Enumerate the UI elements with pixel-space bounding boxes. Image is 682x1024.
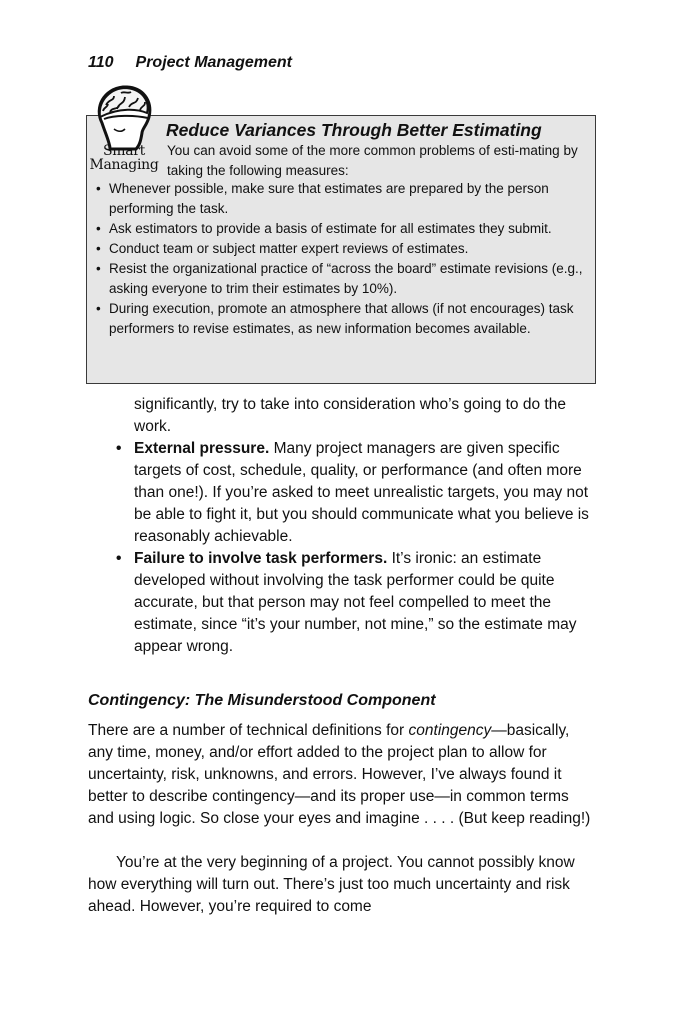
sidebar-title: Reduce Variances Through Better Estimating [166,120,542,140]
list-item: • Failure to involve task performers. It’s ironic: an estimate developed without involving the task performer could be quite accurate, but that person may not feel compelled to meet the estimate, since “it’s your number, not mine,” so the estimate may appear wrong. [116,550,577,655]
page-number: 110 [88,54,114,71]
sidebar-list-item: • Ask estimators to provide a basis of estimate for all estimates they submit. [96,221,552,236]
term-contingency: contingency [408,722,492,739]
sidebar-list-item: • Whenever possible, make sure that estimates are prepared by the person performing the task. [96,181,549,216]
sidebar-list-item: • Conduct team or subject matter expert reviews of estimates. [96,241,469,256]
running-title: Project Management [135,54,292,71]
smart-label-line1: Smart [102,143,146,159]
bullet-text: It’s ironic: an estimate developed without involving the task performer could be quite accurate, but that person may not feel compelled to meet the estimate, since “it’s your number, not mine,” so the estimate may appear wrong. [134,550,577,655]
bullet-lead: External pressure. [134,440,270,457]
bullet-text: Many project managers are given specific targets of cost, schedule, quality, or performance (and often more than one!). If you’re asked to meet unrealistic targets, you may not be able to fight it, but you should communicate what you believe is reasonably achievable. [134,440,589,545]
bullet-lead: Failure to involve task performers. [134,550,388,567]
sidebar-intro: You can avoid some of the more common problems of esti-mating by taking the following measures: [167,143,578,178]
sidebar-list-item: • Resist the organizational practice of “across the board” estimate revisions (e.g., asking everyone to trim their estimates by 10%). [96,261,583,296]
smart-label-line2: Managing [89,157,159,173]
brain-head-icon [90,83,156,151]
running-header [88,54,292,72]
sidebar-list [96,179,590,339]
paragraph: You’re at the very beginning of a project. You cannot possibly know how everything will turn out. There’s just too much uncertainty and risk ahead. However, you’re required to come [88,854,575,915]
paragraph: There are a number of technical definitions for contingency—basically, any time, money, and/or effort added to the project plan to allow for uncertainty, risk, unknowns, and errors. However, I’ve always found it better to describe contingency—and its proper use—in common terms and using logic. So close your eyes and imagine . . . . (But keep reading!) [88,722,591,827]
continuation-paragraph: significantly, try to take into consideration who’s going to do the work. [134,396,566,435]
smart-managing-label [84,144,164,172]
section-heading: Contingency: The Misunderstood Component [88,692,436,709]
sidebar-list-item: • During execution, promote an atmosphere that allows (if not encourages) task performers to revise estimates, as new information becomes available. [96,301,574,336]
list-item: • External pressure. Many project managers are given specific targets of cost, schedule, quality, or performance (and often more than one!). If you’re asked to meet unrealistic targets, you may not be able to fight it, but you should communicate what you believe is reasonably achievable. [116,440,589,545]
body-bullet-list [116,438,594,658]
